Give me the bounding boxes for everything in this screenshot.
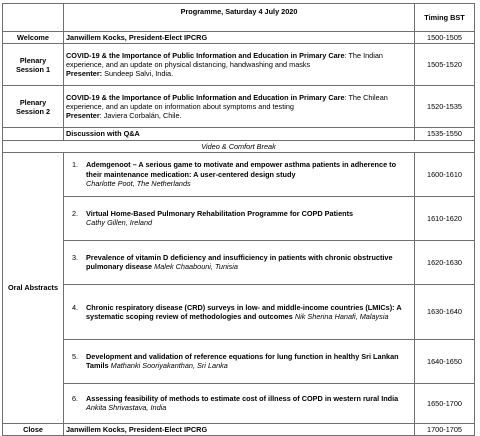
table-row	[3, 423, 475, 435]
session-label: Plenary Session 2	[3, 86, 64, 128]
time-slot: 1505-1520	[415, 44, 475, 86]
time-slot: 1700-1705	[415, 423, 475, 435]
abstract-number: 5.	[72, 352, 79, 362]
abstract-author: Ankita Shrivastava, India	[86, 403, 167, 413]
time-slot: 1520-1535	[415, 86, 475, 128]
session-body: : The Indian experience, and an update on physical distancing, handwashing and masks	[66, 50, 383, 70]
table-row	[3, 152, 475, 196]
table-row	[3, 284, 475, 339]
table-row	[3, 383, 475, 423]
time-slot: 1535-1550	[415, 128, 475, 140]
table-row	[3, 196, 475, 240]
break-row	[3, 140, 475, 152]
abstract-item	[64, 339, 415, 383]
table-row	[3, 128, 475, 140]
abstract-item	[64, 284, 415, 339]
presenter-name: : Javiera Corbalán, Chile.	[99, 111, 182, 121]
abstract-number: 6.	[72, 394, 79, 404]
table-row	[3, 32, 475, 44]
time-slot: 1630-1640	[415, 284, 475, 339]
abstract-number: 1.	[72, 160, 79, 170]
session-label: Oral Abstracts	[3, 152, 64, 423]
abstract-title: Prevalence of vitamin D deficiency and insufficiency in patients with chronic obstructive pulmonary disease	[86, 253, 393, 272]
table-row	[3, 339, 475, 383]
abstract-author: Malek Chaabouni, Tunisia	[154, 262, 238, 272]
session-label: Welcome	[3, 32, 64, 44]
abstract-title: Virtual Home-Based Pulmonary Rehabilitation Programme for COPD Patients	[86, 209, 354, 219]
presenter-label: Presenter	[66, 111, 100, 121]
abstract-author: Charlotte Poot, The Netherlands	[86, 179, 191, 189]
presenter-label: Presenter:	[66, 69, 103, 79]
presenter-name: Sundeep Salvi, India.	[102, 69, 174, 79]
close-speaker: Janwillem Kocks, President-Elect IPCRG	[64, 423, 415, 435]
table-row	[3, 240, 475, 284]
abstract-item	[64, 240, 415, 284]
time-slot: 1650-1700	[415, 383, 475, 423]
header-row	[3, 4, 475, 32]
abstract-number: 3.	[72, 253, 79, 263]
abstract-item	[64, 196, 415, 240]
time-slot: 1600-1610	[415, 152, 475, 196]
programme-title: Programme, Saturday 4 July 2020	[64, 4, 415, 32]
session-title: COVID-19 & the Importance of Public Information and Education in Primary Care	[66, 50, 345, 60]
time-slot: 1620-1630	[415, 240, 475, 284]
abstract-title: Ademgenoot – A serious game to motivate and empower asthma patients in adherence to their maintenance medication: A user-centered design study	[86, 160, 397, 179]
abstract-title: Development and validation of reference equations for lung function in healthy Sri Lankan Tamils	[86, 352, 399, 371]
session-label: Close	[3, 423, 64, 435]
session-description	[64, 86, 415, 128]
abstract-number: 2.	[72, 209, 79, 219]
abstract-item	[64, 152, 415, 196]
session-label: Plenary Session 1	[3, 44, 64, 86]
table-row	[3, 44, 475, 86]
discussion-label: Discussion with Q&A	[64, 128, 415, 140]
session-title: COVID-19 & the Importance of Public Information and Education in Primary Care	[66, 92, 345, 102]
abstract-number: 4.	[72, 302, 79, 312]
programme-table	[2, 3, 475, 436]
time-slot: 1500-1505	[415, 32, 475, 44]
timing-header: Timing BST	[415, 4, 475, 32]
abstract-author: Nik Sherina Hanafi, Malaysia	[294, 311, 389, 321]
abstract-title: Assessing feasibility of methods to estimate cost of illness of COPD in western rural India	[86, 394, 399, 404]
abstract-title: Chronic respiratory disease (CRD) surveys in low- and middle-income countries (LMICs): A systematic scoping review of methodologies and outcomes	[86, 302, 402, 321]
abstract-author: Mathanki Sooriyakanthan, Sri Lanka	[110, 361, 228, 371]
time-slot: 1640-1650	[415, 339, 475, 383]
break-label: Video & Comfort Break	[3, 140, 475, 152]
abstract-item	[64, 383, 415, 423]
session-body: : The Chilean experience, and an update on information about symptoms and testing	[66, 92, 388, 112]
table-row	[3, 86, 475, 128]
session-description	[64, 44, 415, 86]
time-slot: 1610-1620	[415, 196, 475, 240]
welcome-speaker: Janwillem Kocks, President-Elect IPCRG	[64, 32, 415, 44]
abstract-author: Cathy Gillen, Ireland	[86, 218, 153, 228]
